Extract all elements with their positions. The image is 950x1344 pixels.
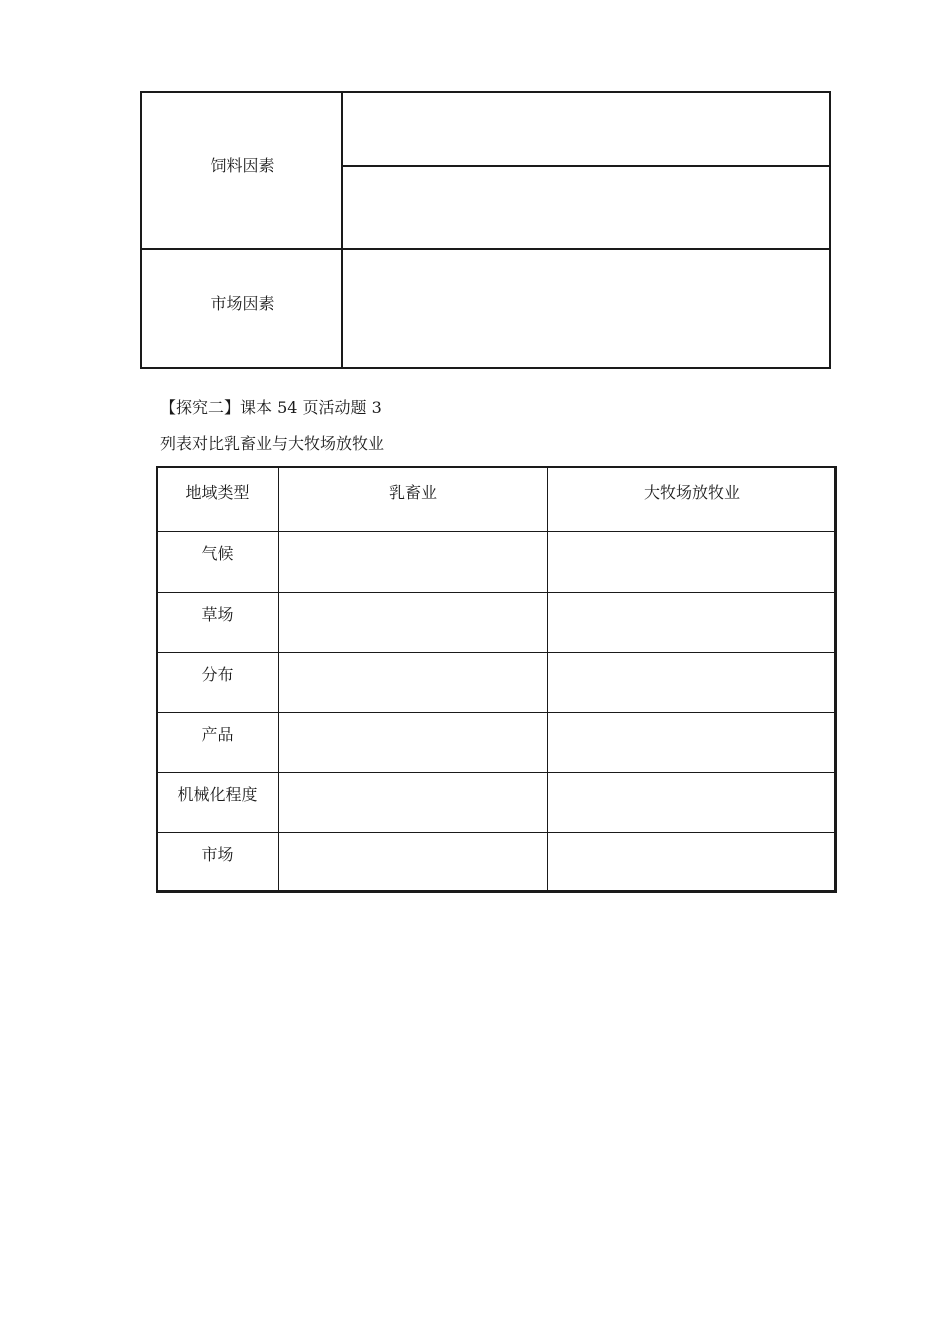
header-dairy: 乳畜业 — [279, 467, 548, 532]
feed-factor-label: 饲料因素 — [210, 156, 275, 175]
row-label-distribution: 分布 — [157, 653, 279, 713]
feed-factor-cell-2[interactable] — [345, 167, 829, 248]
header-region-type: 地域类型 — [157, 467, 279, 532]
section-title: 【探究二】课本 54 页活动题 3 — [160, 398, 382, 417]
table-row — [157, 532, 837, 593]
table-row — [157, 713, 837, 773]
factors-label-column — [142, 93, 343, 367]
factors-table — [140, 91, 831, 369]
dairy-climate-cell[interactable] — [279, 532, 548, 593]
market-factor-label: 市场因素 — [210, 294, 275, 313]
section-subtitle: 列表对比乳畜业与大牧场放牧业 — [160, 434, 385, 453]
table-row — [157, 653, 837, 713]
row-label-market: 市场 — [157, 833, 279, 893]
ranching-climate-cell[interactable] — [548, 532, 837, 593]
dairy-mechanization-cell[interactable] — [279, 773, 548, 833]
feed-factor-cell-1[interactable] — [345, 93, 829, 165]
table-row — [157, 593, 837, 653]
ranching-products-cell[interactable] — [548, 713, 837, 773]
table-row — [157, 773, 837, 833]
comparison-table — [156, 466, 837, 893]
ranching-mechanization-cell[interactable] — [548, 773, 837, 833]
dairy-products-cell[interactable] — [279, 713, 548, 773]
ranching-distribution-cell[interactable] — [548, 653, 837, 713]
header-ranching: 大牧场放牧业 — [548, 467, 837, 532]
row-label-mechanization: 机械化程度 — [157, 773, 279, 833]
table-row — [157, 833, 837, 893]
row-label-pasture: 草场 — [157, 593, 279, 653]
dairy-distribution-cell[interactable] — [279, 653, 548, 713]
dairy-pasture-cell[interactable] — [279, 593, 548, 653]
row-label-climate: 气候 — [157, 532, 279, 593]
table-header-row — [157, 467, 837, 532]
ranching-pasture-cell[interactable] — [548, 593, 837, 653]
row-label-products: 产品 — [157, 713, 279, 773]
dairy-market-cell[interactable] — [279, 833, 548, 893]
ranching-market-cell[interactable] — [548, 833, 837, 893]
market-factor-cell[interactable] — [345, 250, 829, 367]
